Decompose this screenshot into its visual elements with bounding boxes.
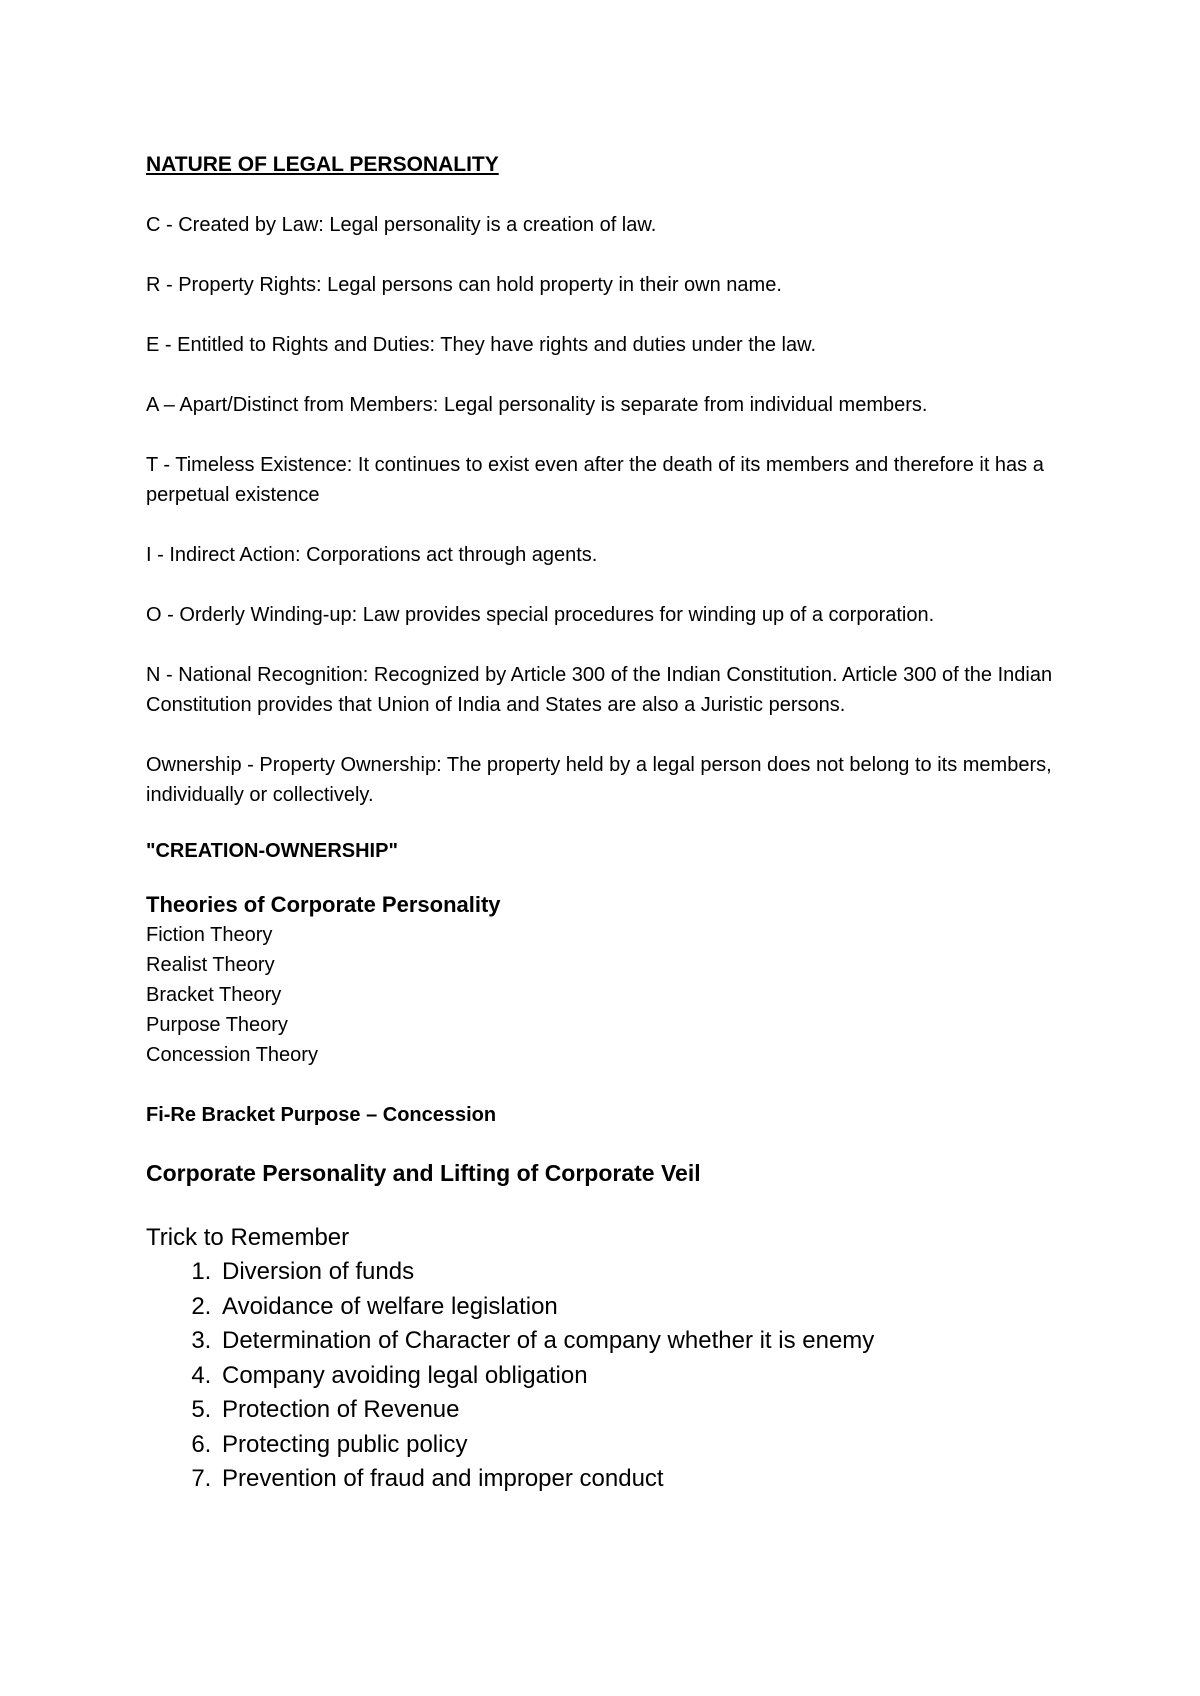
document-body: [146, 150, 1076, 1497]
theory-item: Realist Theory: [146, 954, 275, 976]
mnemonic-item: C - Created by Law: Legal personality is a creation of law.: [146, 214, 657, 236]
veil-grounds-list: [146, 1255, 1076, 1497]
veil-ground-item: 5. Protection of Revenue: [218, 1393, 1076, 1428]
theory-item: Fiction Theory: [146, 924, 273, 946]
theory-item: Concession Theory: [146, 1044, 318, 1066]
mnemonic-item: T - Timeless Existence: It continues to exist even after the death of its members and therefore it has a perpetual existence: [146, 454, 1044, 506]
veil-ground-item: 4. Company avoiding legal obligation: [218, 1359, 1076, 1394]
mnemonic-item: O - Orderly Winding-up: Law provides special procedures for winding up of a corporation.: [146, 604, 935, 626]
mnemonic-item: N - National Recognition: Recognized by Article 300 of the Indian Constitution. Article 300 of the Indian Constitution provides that Union of India and States are also a Juristic persons.: [146, 664, 1053, 716]
theory-item: Bracket Theory: [146, 984, 282, 1006]
mnemonic-item: A – Apart/Distinct from Members: Legal personality is separate from individual members.: [146, 394, 928, 416]
veil-ground-item: 1. Diversion of funds: [218, 1255, 1076, 1290]
mnemonic-item: I - Indirect Action: Corporations act through agents.: [146, 544, 598, 566]
page-title: NATURE OF LEGAL PERSONALITY: [146, 153, 499, 176]
mnemonic-item: R - Property Rights: Legal persons can hold property in their own name.: [146, 274, 782, 296]
veil-heading: Corporate Personality and Lifting of Corporate Veil: [146, 1160, 701, 1186]
mnemonic-item: Ownership - Property Ownership: The property held by a legal person does not belong to its members, individually or collectively.: [146, 754, 1052, 806]
mnemonic-item: E - Entitled to Rights and Duties: They have rights and duties under the law.: [146, 334, 817, 356]
veil-ground-item: 7. Prevention of fraud and improper conduct: [218, 1462, 1076, 1497]
veil-ground-item: 3. Determination of Character of a company whether it is enemy: [218, 1324, 1076, 1359]
theory-item: Purpose Theory: [146, 1014, 288, 1036]
theories-trick: Fi-Re Bracket Purpose – Concession: [146, 1104, 497, 1126]
theories-list: [146, 920, 1076, 1070]
theories-heading: Theories of Corporate Personality: [146, 892, 501, 917]
trick-heading: Trick to Remember: [146, 1224, 350, 1251]
mnemonic-word: "CREATION-OWNERSHIP": [146, 840, 398, 862]
veil-ground-item: 6. Protecting public policy: [218, 1428, 1076, 1463]
veil-ground-item: 2. Avoidance of welfare legislation: [218, 1290, 1076, 1325]
